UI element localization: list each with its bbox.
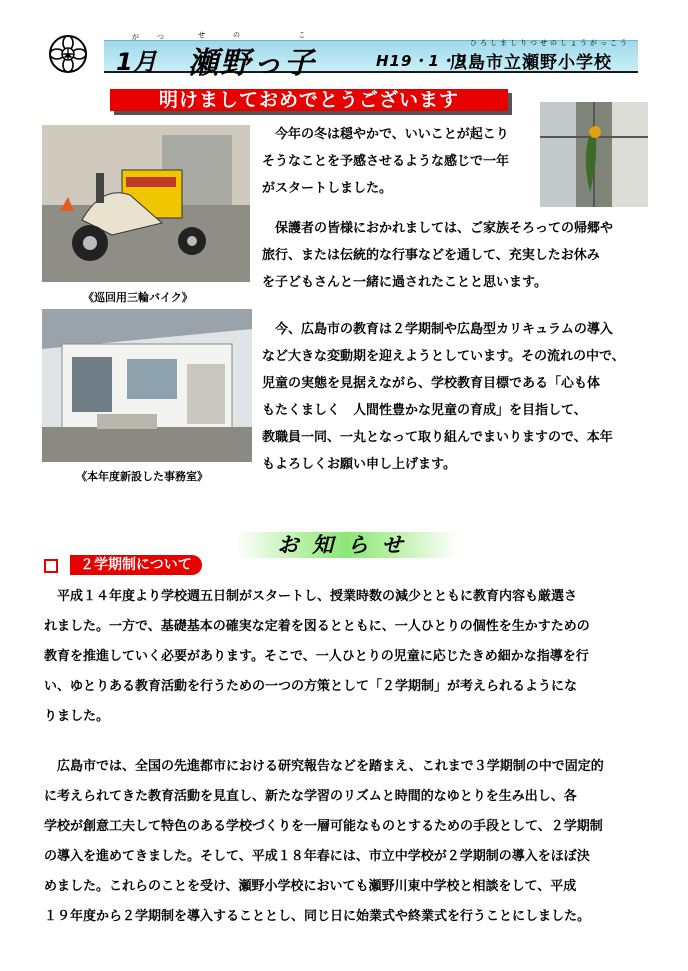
- section-title: ２学期制について: [70, 555, 202, 575]
- greeting-paragraph-2: 保護者の皆様におかれましては、ご家族そろっての帰郷や 旅行、または伝統的な行事などを通して、充実したお休み を子どもさんと一緒に過されたことと思います。: [262, 221, 614, 290]
- title-ruby: せの こ: [198, 31, 334, 39]
- office-photo: [42, 309, 252, 462]
- section-paragraph-1: 平成１４年度より学校週五日制がスタートし、授業時数の減少とともに教育内容も厳選さ れました。一方で、基礎基本の確実な定着を図るとともに、一人ひとりの個性を生かすための 教育を推進していく必要があります。そこで、一人ひとりの児童に応じたきめ細かな指導を行 い、ゆとりある教育活動を行うための一つの方策として「２学期制」が考えられるようにな りました。: [44, 589, 590, 724]
- section-checkbox-icon: [44, 559, 58, 573]
- issue-date: H19・1・9: [376, 52, 468, 70]
- bike-photo-caption: 《巡回用三輪バイク》: [83, 291, 193, 304]
- newsletter-title: 瀬野っ子: [188, 46, 316, 81]
- greeting-paragraph-3: 今、広島市の教育は２学期制や広島型カリキュラムの導入 など大きな変動期を迎えようとしています。その流れの中で、 児童の実態を見据えながら、学校教育目標である「心も体 もたくましく 人間性豊かな児童の育成」を目指して、 教職員一同、一丸となって取り組んでまいりますので、本年 もよろしくお願い申し上げます。: [262, 322, 625, 472]
- notice-heading: お知らせ: [236, 532, 458, 558]
- school-ruby: ひろしましりつせのしょうがっこう: [470, 39, 630, 47]
- greeting-paragraph-1: 今年の冬は穏やかで、いいことが起こり そうなことを予感させるような感じで一年 がスタートしました。: [262, 127, 510, 196]
- section-paragraph-2: 広島市では、全国の先進都市における研究報告などを踏まえ、これまで３学期制の中で固定的 に考えられてきた教育活動を見直し、新たな学習のリズムと時間的なゆとりを生み出し、各 学校が創意工夫して特色のある学校づくりを一層可能なものとするための手段として、２学期制 の導入を進めてきました。そして、平成１８年春には、市立中学校が２学期制の導入をほぼ決 めました。これらのことを受け、瀬野小学校においても瀬野川東中学校と相談をして、平成 １９年度から２学期制を導入することとし、同じ日に始業式や終業式を行うことにしました。: [44, 759, 604, 924]
- month-ruby: がつ: [132, 33, 182, 41]
- office-photo-caption: 《本年度新設した事務室》: [76, 470, 208, 483]
- school-emblem-icon: [48, 34, 88, 74]
- school-name: 広島市立瀬野小学校: [450, 53, 612, 73]
- bike-photo: [42, 125, 250, 282]
- new-year-banner: 明けましておめでとうございます: [110, 89, 508, 111]
- issue-month: 1月: [116, 48, 157, 76]
- new-year-decoration-photo: [540, 102, 648, 207]
